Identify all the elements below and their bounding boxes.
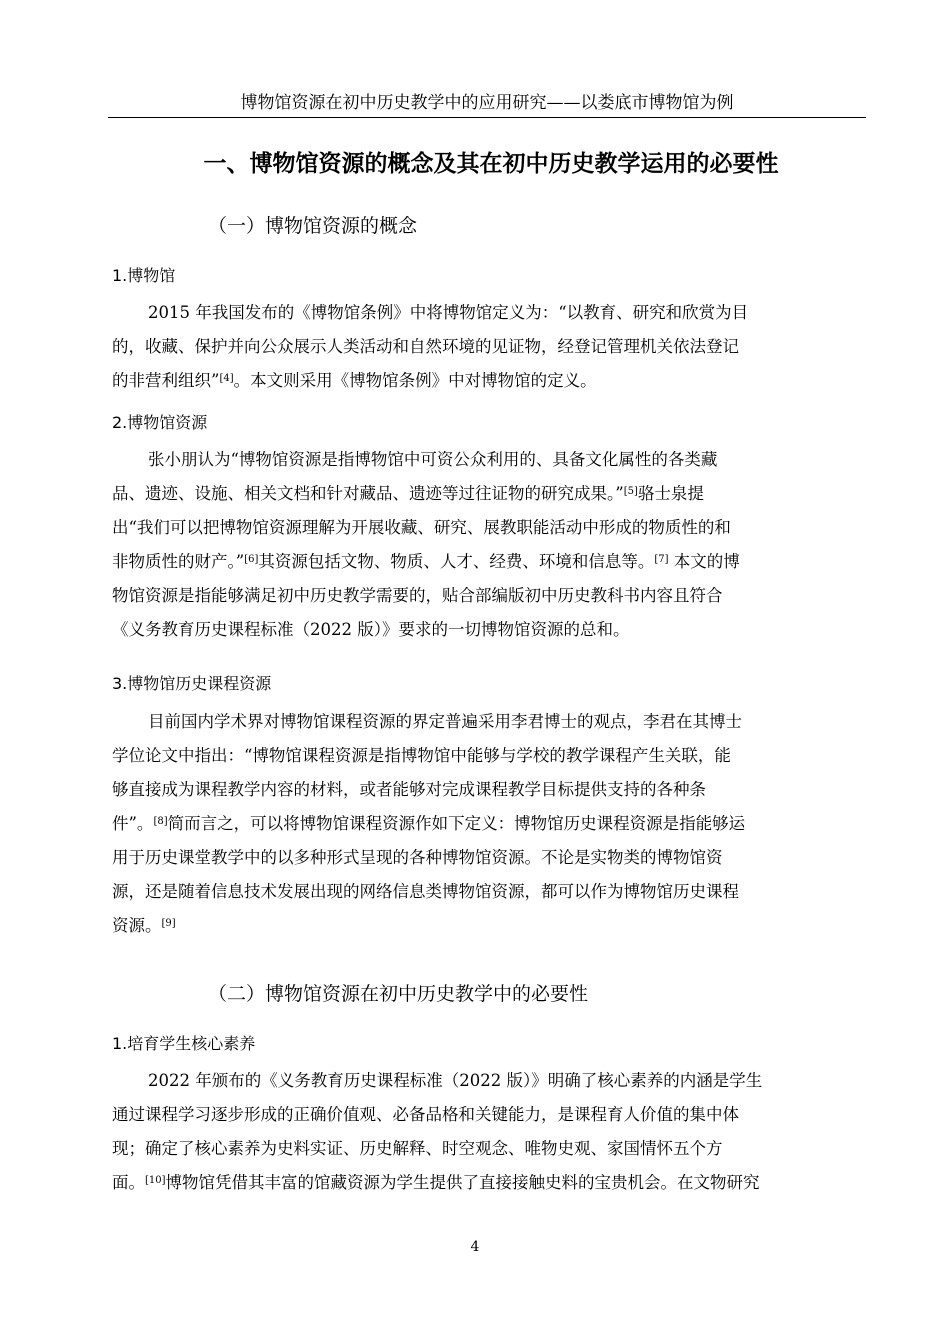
running-header (108, 90, 866, 118)
paragraph-museum (112, 296, 862, 398)
text-line: 品、遗迹、设施、相关文档和针对藏品、遗迹等过往证物的研究成果。”[5]骆士泉提 (112, 484, 704, 503)
paragraph-curriculum-resources (112, 705, 862, 943)
chapter-title: 一、博物馆资源的概念及其在初中历史教学运用的必要性 (203, 151, 779, 177)
subsection-title-curriculum-resources: 3.博物馆历史课程资源 (112, 674, 272, 693)
text-line: 学位论文中指出：“博物馆课程资源是指博物馆中能够与学校的教学课程产生关联，能 (112, 746, 731, 765)
section-title-2: （二）博物馆资源在初中历史教学中的必要性 (208, 983, 589, 1005)
text-line: 件”。[8]简而言之，可以将博物馆课程资源作如下定义：博物馆历史课程资源是指能够运 (112, 814, 746, 833)
citation-ref: [10] (145, 1175, 166, 1186)
text-line: 的，收藏、保护并向公众展示人类活动和自然环境的见证物，经登记管理机关依法登记 (112, 337, 739, 356)
citation-ref: [9] (161, 918, 176, 929)
text-line: 面。[10]博物馆凭借其丰富的馆藏资源为学生提供了直接接触史料的宝贵机会。在文物研究 (112, 1173, 760, 1192)
citation-ref: [6] (244, 554, 259, 565)
citation-ref: [5] (623, 486, 638, 497)
text-line: 2022 年颁布的《义务教育历史课程标准（2022 版）》明确了核心素养的内涵是学生 (148, 1071, 763, 1090)
paragraph-core-literacy (112, 1064, 862, 1200)
paragraph-museum-resources (112, 443, 862, 647)
text-line: 张小朋认为“博物馆资源是指博物馆中可资公众利用的、具备文化属性的各类藏 (148, 450, 718, 469)
subsection-title-museum-resources: 2.博物馆资源 (112, 413, 208, 432)
text-line: 的非营利组织”[4]。本文则采用《博物馆条例》中对博物馆的定义。 (112, 371, 597, 390)
running-title: 博物馆资源在初中历史教学中的应用研究——以娄底市博物馆为例 (240, 93, 734, 113)
text-line: 源，还是随着信息技术发展出现的网络信息类博物馆资源，都可以作为博物馆历史课程 (112, 882, 739, 901)
text-line: 现；确定了核心素养为史料实证、历史解释、时空观念、唯物史观、家国情怀五个方 (112, 1139, 723, 1158)
text-line: 非物质性的财产。”[6]其资源包括文物、物质、人才、经费、环境和信息等。[7] 本文的博 (112, 552, 740, 571)
text-line: 通过课程学习逐步形成的正确价值观、必备品格和关键能力，是课程育人价值的集中体 (112, 1105, 739, 1124)
text-line: 出“我们可以把博物馆资源理解为开展收藏、研究、展教职能活动中形成的物质性的和 (112, 518, 731, 537)
text-line: 够直接成为课程教学内容的材料，或者能够对完成课程教学目标提供支持的各种条 (112, 780, 706, 799)
text-line: 《义务教育历史课程标准（2022 版）》要求的一切博物馆资源的总和。 (112, 620, 630, 639)
subsection-title-core-literacy: 1.培育学生核心素养 (112, 1034, 256, 1053)
section-title-1: （一）博物馆资源的概念 (208, 215, 418, 237)
text-line: 物馆资源是指能够满足初中历史教学需要的，贴合部编版初中历史教科书内容且符合 (112, 586, 723, 605)
citation-ref: [7] (654, 554, 669, 565)
text-line: 用于历史课堂教学中的以多种形式呈现的各种博物馆资源。不论是实物类的博物馆资 (112, 848, 723, 867)
text-line: 2015 年我国发布的《博物馆条例》中将博物馆定义为：“以教育、研究和欣赏为目 (148, 303, 749, 322)
text-line: 资源。[9] (112, 916, 176, 935)
citation-ref: [8] (153, 816, 168, 827)
text-line: 目前国内学术界对博物馆课程资源的界定普遍采用李君博士的观点，李君在其博士 (148, 712, 742, 731)
subsection-title-museum: 1.博物馆 (112, 266, 176, 285)
citation-ref: [4] (219, 373, 234, 384)
page-number: 4 (470, 1239, 480, 1255)
